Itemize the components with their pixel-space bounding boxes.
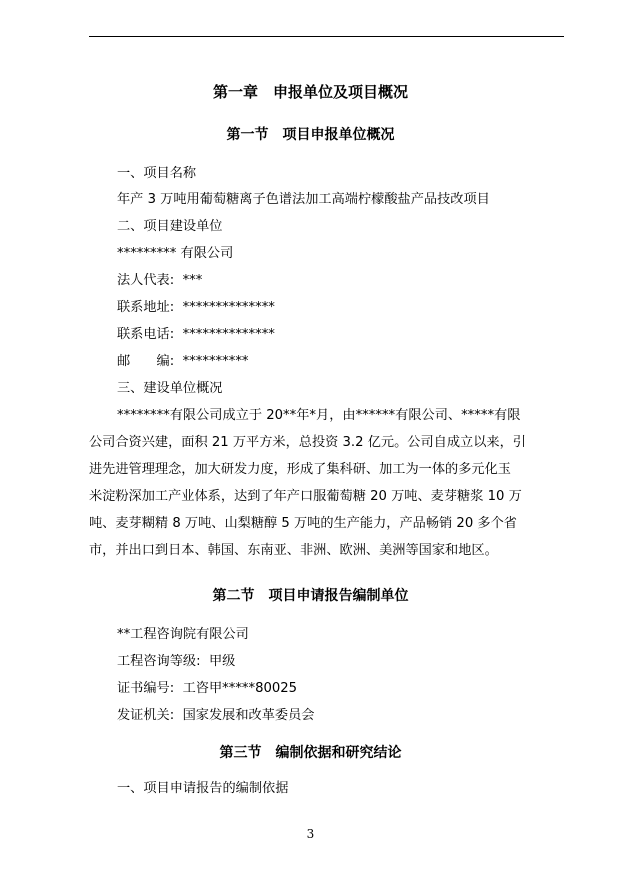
contact-address: 联系地址: ************** (117, 300, 275, 315)
page-number: 3 (306, 827, 315, 841)
project-name: 年产 3 万吨用葡萄糖离子色谱法加工高端柠檬酸盐产品技改项目 (117, 192, 490, 207)
item3-heading: 三、建设单位概况 (117, 381, 223, 396)
contact-phone: 联系电话: ************** (117, 327, 275, 342)
overview-line: 公司合资兴建，面积 21 万平方米，总投资 3.2 亿元。公司自成立以来，引 (89, 435, 526, 450)
header-rule (89, 36, 564, 37)
overview-line: 吨、麦芽糊精 8 万吨、山梨糖醇 5 万吨的生产能力，产品畅销 20 多个省 (89, 516, 517, 531)
overview-line: 米淀粉深加工产业体系，达到了年产口服葡萄糖 20 万吨、麦芽糖浆 10 万 (89, 489, 522, 504)
overview-line: 市，并出口到日本、韩国、东南亚、非洲、欧洲、美洲等国家和地区。 (89, 543, 498, 558)
item2-heading: 二、项目建设单位 (117, 219, 223, 234)
postcode: 邮 编: ********** (117, 354, 249, 369)
issuing-authority: 发证机关: 国家发展和改革委员会 (117, 708, 315, 723)
legal-representative: 法人代表: *** (117, 273, 203, 288)
consulting-grade: 工程咨询等级: 甲级 (117, 654, 236, 669)
section1-title: 第一节 项目申报单位概况 (226, 127, 395, 143)
overview-line: 进先进管理理念，加大研发力度，形成了集科研、加工为一体的多元化玉 (89, 462, 511, 477)
company-name: ********* 有限公司 (117, 246, 234, 261)
consulting-org: **工程咨询院有限公司 (117, 627, 249, 642)
overview-line: ********有限公司成立于 20**年*月，由******有限公司、*****有限 (117, 408, 521, 423)
section2-title: 第二节 项目申请报告编制单位 (212, 588, 409, 604)
item1-heading: 一、项目名称 (117, 166, 197, 181)
chapter-title: 第一章 申报单位及项目概况 (212, 83, 408, 101)
certificate-number: 证书编号: 工咨甲*****80025 (117, 681, 298, 696)
section3-title: 第三节 编制依据和研究结论 (219, 745, 402, 761)
section3-item1-heading: 一、项目申请报告的编制依据 (117, 781, 289, 796)
